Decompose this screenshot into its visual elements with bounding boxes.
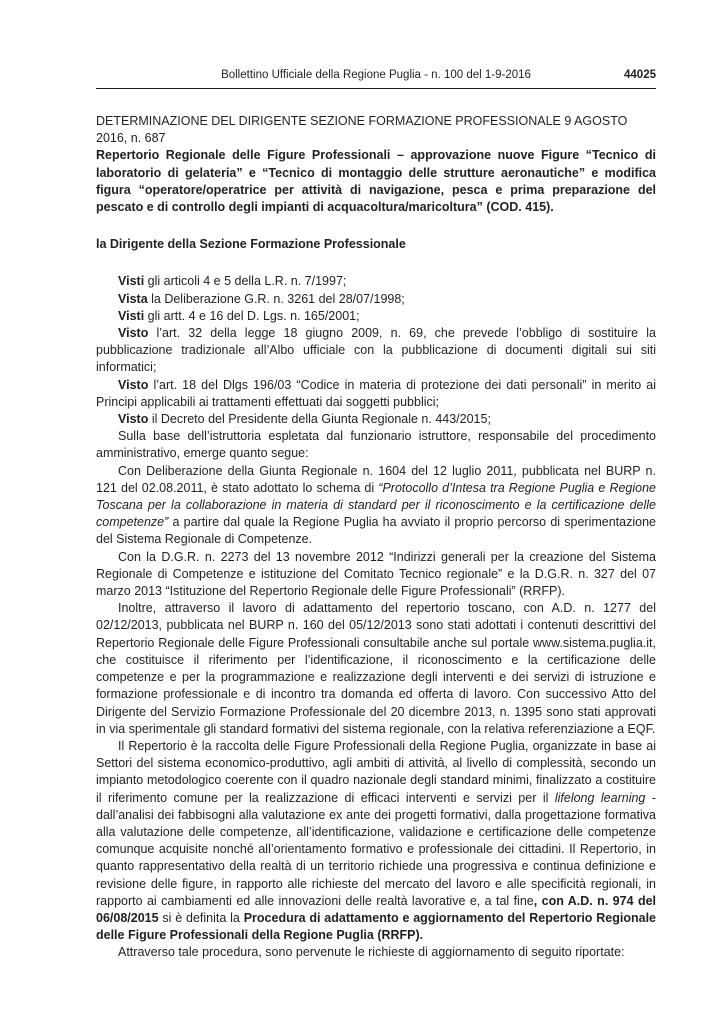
paragraph-lead: Visti	[118, 274, 145, 289]
italic-term: lifelong learning	[554, 790, 646, 805]
paragraph	[96, 308, 656, 325]
bold-reference: , con A.D. n. 974 del 06/08/2015	[96, 893, 656, 925]
paragraph-text: gli artt. 4 e 16 del D. Lgs. n. 165/2001;	[144, 308, 360, 323]
paragraph-lead: Visto	[118, 326, 149, 341]
paragraph	[96, 377, 656, 411]
paragraph	[96, 428, 656, 462]
paragraph-lead: Visti	[118, 308, 145, 323]
paragraph-text: gli articoli 4 e 5 della L.R. n. 7/1997;	[144, 274, 347, 289]
authority-title: la Dirigente della Sezione Formazione Professionale	[96, 237, 406, 252]
determination-subject: Repertorio Regionale delle Figure Professionali – approvazione nuove Figure “Tecnico di laboratorio di gelateria” e “Tecnico di montaggio delle strutture aeronautiche” e modifica figura “operatore/operatrice per attività di navigazione, pesca e prima preparazione del pescato e di controllo degli impianti di acquacoltura/maricoltura” (COD. 415).	[96, 148, 656, 215]
protocol-title: “Protocollo d’Intesa tra Regione Puglia e Regione Toscana per la collaborazione in materia di standard per il riconoscimento e la certificazione delle competenze”	[96, 480, 657, 530]
paragraph-lead: Vista	[118, 291, 148, 306]
document-body	[96, 113, 656, 962]
paragraph	[96, 273, 656, 290]
bold-procedure: Procedura di adattamento e aggiornamento del Repertorio Regionale delle Figure Professionali della Regione Puglia (RRFP).	[96, 910, 656, 943]
paragraph-text: l’art. 32 della legge 18 giugno 2009, n. 69, che prevede l’obbligo di sostituire la pubblicazione tradizionale all’Albo ufficiale con la pubblicazione di documenti digitali sui siti informatici;	[96, 326, 656, 375]
determination-heading: DETERMINAZIONE DEL DIRIGENTE SEZIONE FORMAZIONE PROFESSIONALE 9 AGOSTO 2016, n. 687	[96, 114, 628, 146]
paragraph-final: Attraverso tale procedura, sono pervenute le richieste di aggiornamento di seguito riportate:	[118, 945, 625, 960]
paragraph-lead: Visto	[118, 377, 149, 392]
paragraph-text: la Deliberazione G.R. n. 3261 del 28/07/1998;	[147, 291, 405, 306]
paragraph-text: l’art. 18 del Dlgs 196/03 “Codice in materia di protezione dei dati personali” in merito ai Principi applicabili ai trattamenti effettuati dai soggetti pubblici;	[96, 377, 656, 409]
running-title: Bollettino Ufficiale della Regione Puglia - n. 100 del 1-9-2016	[221, 69, 531, 81]
paragraph-text: Sulla base dell’istruttoria espletata dal funzionario istruttore, responsabile del procedimento amministrativo, emerge quanto segue:	[96, 429, 656, 461]
paragraph-repertorio	[96, 738, 656, 944]
page-number: 44025	[624, 69, 656, 81]
paragraph-text: Con Deliberazione della Giunta Regionale n. 1604 del 12 luglio 2011, pubblicata nel BURP n. 121 del 02.08.2011, è stato adottato lo schema di	[96, 463, 656, 495]
paragraph	[96, 325, 656, 377]
paragraph-text: - dall’analisi dei fabbisogni alla valutazione ex ante dei progetti formativi, dalla progettazione formativa alla valutazione delle competenze, all’identificazione, validazione e certificazione delle competenze comunque acquisite nonché all’orientamento formativo e professionale dei cittadini. Il Repertorio, in quanto rappresentativo della realtà di un territorio richiede una progressiva e continua definizione e revisione delle figure, in rapporto alle richieste del mercato del lavoro e alle specificità regionali, in rapporto ai cambiamenti ed alle innovazioni delle realtà lavorative e, a tal fine	[96, 790, 657, 908]
header-rule	[96, 88, 656, 89]
running-header	[96, 69, 656, 85]
paragraph-text: si è definita la	[158, 910, 244, 925]
paragraph-2012: Con la D.G.R. n. 2273 del 13 novembre 2012 “Indirizzi generali per la creazione del Sistema Regionale di Competenze e istituzione del Comitato Tecnico regionale” e la D.G.R. n. 327 del 07 marzo 2013 “Istituzione del Repertorio Regionale delle Figure Professionali” (RRFP).	[96, 549, 656, 599]
paragraph-lead: Visto	[118, 412, 149, 427]
paragraph	[96, 411, 656, 428]
paragraph	[96, 291, 656, 308]
paragraph-text: il Decreto del Presidente della Giunta Regionale n. 443/2015;	[148, 412, 491, 427]
paragraph-2011	[96, 463, 656, 549]
paragraph-2013: Inoltre, attraverso il lavoro di adattamento del repertorio toscano, con A.D. n. 1277 del 02/12/2013, pubblicata nel BURP n. 160 del 05/12/2013 sono stati adottati i contenuti descrittivi del Repertorio Regionale delle Figure Professionali consultabile anche sul portale www.sistema.puglia.it, che costituisce il riferimento per l’identificazione, il riconoscimento e la certificazione delle competenze e per la programmazione e realizzazione degli interventi e dei servizi di istruzione e formazione professionale e di incontro tra domanda ed offerta di lavoro. Con successivo Atto del Dirigente del Servizio Formazione Professionale del 20 dicembre 2013, n. 1395 sono stati approvati in via sperimentale gli standard formativi del sistema regionale, con la relativa referenziazione a EQF.	[96, 601, 656, 736]
paragraph-text: Il Repertorio è la raccolta delle Figure Professionali della Regione Puglia, organizzate in base ai Settori del sistema economico-produttivo, agli ambiti di attività, al livello di complessità, secondo un impianto metodologico coerente con il quadro nazionale degli standard minimi, finalizzato a costituire il riferimento comune per la realizzazione di efficaci interventi e servizi per il	[96, 738, 656, 805]
paragraph-text: a partire dal quale la Regione Puglia ha avviato il proprio percorso di sperimentazione del Sistema Regionale di Competenze.	[96, 515, 656, 547]
